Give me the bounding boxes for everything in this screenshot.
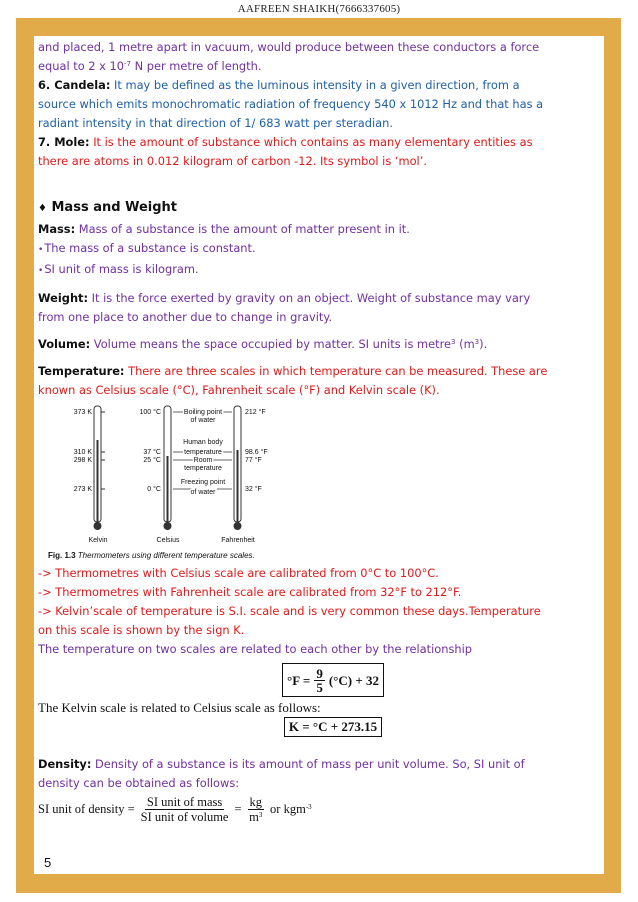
mole-text: It is the amount of substance which contains as many elementary entities as there are atoms in 0.012 kilogram of carbon -12. Its symbol is ‘mol’. [38, 135, 533, 168]
density-formula [38, 795, 558, 824]
density-fraction-units [248, 795, 265, 824]
body-temp-label: temperature [184, 449, 222, 456]
ampere-text: and placed, 1 metre apart in vacuum, would produce between these conductors a force equal to 2 x 10 [38, 40, 540, 73]
volume-exponent: 3 [451, 338, 456, 346]
weight-label: Weight: [38, 291, 89, 305]
mole-label: 7. Mole: [38, 135, 90, 149]
bullet-icon: • [38, 245, 44, 255]
fahrenheit-name: Fahrenheit [221, 537, 255, 544]
candela-paragraph [38, 76, 558, 133]
candela-label: 6. Candela: [38, 78, 111, 92]
density-fraction [141, 795, 229, 824]
mass-bullet-item [38, 239, 558, 260]
room-temp-label: temperature [184, 465, 222, 472]
mass-paragraph [38, 220, 558, 239]
density-kg: kg [249, 795, 263, 809]
density-den: SI unit of volume [140, 810, 229, 824]
diamond-bullet-icon: ♦ [38, 203, 47, 214]
boiling-label: of water [190, 417, 216, 424]
volume-text: Volume means the space occupied by matter. SI units is metre [90, 337, 452, 351]
section-heading [38, 197, 558, 220]
room-temp-label: Room [193, 457, 213, 464]
fahrenheit-tick: 32 °F [245, 486, 262, 493]
mass-text: Mass of a substance is the amount of matter present in it. [75, 222, 410, 236]
fahrenheit-tick: 212 °F [245, 409, 266, 416]
density-text: Density of a substance is its amount of mass per unit volume. So, SI unit of density can be obtained as follows: [38, 757, 525, 790]
page-number: 5 [44, 855, 52, 870]
body-temp-label: Human body [183, 439, 223, 446]
formula-fraction [314, 667, 325, 694]
kelvin-name: Kelvin [88, 537, 108, 544]
fahrenheit-formula [282, 663, 384, 697]
kelvin-tick: 298 K [73, 457, 92, 464]
volume-end: ). [479, 337, 488, 351]
arrow-line: -> Thermometres with Celsius scale are calibrated from 0°C to 100°C. [38, 566, 439, 580]
ampere-paragraph [38, 38, 558, 76]
weight-paragraph [38, 289, 558, 327]
thermometer-figure [48, 404, 348, 560]
kelvin-formula: K = °C + 273.15 [284, 717, 382, 737]
arrow-line: -> Kelvin’scale of temperature is S.I. scale and is very common these days.Temperature on this scale is shown by the sign K. [38, 604, 541, 637]
celsius-tick: 25 °C [143, 457, 161, 464]
mass-bullet-item [38, 260, 558, 281]
mass-bullet-text: SI unit of mass is kilogram. [44, 262, 199, 276]
celsius-tick: 0 °C [147, 486, 161, 493]
density-paragraph [38, 755, 558, 793]
fahrenheit-tick: 77 °F [245, 457, 262, 464]
page-content [38, 38, 558, 824]
weight-text: It is the force exerted by gravity on an object. Weight of substance may vary from one place to another due to change in gravity. [38, 291, 531, 324]
density-num: SI unit of mass [146, 795, 223, 809]
density-label: Density: [38, 757, 92, 771]
temperature-paragraph [38, 362, 558, 400]
volume-paragraph [38, 335, 558, 354]
mass-bullet-text: The mass of a substance is constant. [44, 241, 256, 255]
density-or: or kgm$^{-3}$ [270, 802, 312, 816]
thermometers-diagram [48, 404, 348, 544]
celsius-tick: 100 °C [139, 409, 161, 416]
temperature-label: Temperature: [38, 364, 125, 378]
volume-exponent: 3 [474, 338, 480, 346]
mass-label: Mass: [38, 222, 76, 236]
fahrenheit-thermometer [221, 406, 267, 544]
freezing-label: Freezing point [180, 479, 226, 486]
formula-rhs: (°C) + 32 [328, 672, 379, 688]
bullet-icon: • [38, 266, 44, 276]
kelvin-relation: The Kelvin scale is related to Celsius scale as follows: [38, 700, 321, 715]
formula-lhs: °F = [287, 672, 311, 688]
figure-caption [48, 546, 348, 565]
kelvin-tick: 273 K [73, 486, 92, 493]
temperature-text: There are three scales in which temperature can be measured. These are known as Celsius scale (°C), Fahrenheit scale (°F) and Kelvin scale (K). [38, 364, 548, 397]
celsius-thermometer [140, 406, 180, 544]
caption-text: Thermometers using different temperature scales. [75, 551, 255, 560]
formula-den: 5 [316, 679, 323, 695]
formula-num: 9 [316, 665, 323, 681]
freezing-label: of water [190, 489, 216, 496]
arrow-line: -> Thermometres with Fahrenheit scale are calibrated from 32°F to 212°F. [38, 585, 462, 599]
section-title: Mass and Weight [51, 200, 177, 215]
ampere-end: N per metre of length. [131, 59, 262, 73]
kelvin-tick: 310 K [73, 449, 92, 456]
fahrenheit-tick: 98.6 °F [245, 449, 268, 456]
density-eq: = [234, 802, 242, 816]
density-m3: $m^3$ [249, 810, 263, 824]
volume-label: Volume: [38, 337, 91, 351]
kelvin-formula-wrap [108, 717, 558, 737]
celsius-tick: 37 °C [143, 449, 161, 456]
candela-text: It may be defined as the luminous intensity in a given direction, from a source which emits monochromatic radiation of frequency 540 x 1012 Hz and that has a radiant intensity in that direction of 1/ 683 watt per steradian. [38, 78, 544, 130]
fahrenheit-formula-wrap [108, 663, 558, 697]
density-formula-lhs: SI unit of density = [38, 802, 135, 816]
boiling-label: Boiling point [183, 409, 223, 416]
relation-text: The temperature on two scales are related to each other by the relationship [38, 642, 473, 656]
celsius-name: Celsius [156, 537, 180, 544]
ampere-exponent: -7 [124, 60, 131, 68]
volume-mid: (m [455, 337, 475, 351]
mole-paragraph [38, 133, 558, 171]
page-header: AAFREEN SHAIKH(7666337605) [237, 3, 401, 15]
kelvin-thermometer [74, 406, 108, 544]
kelvin-tick: 373 K [73, 409, 92, 416]
caption-number: Fig. 1.3 [48, 551, 76, 560]
